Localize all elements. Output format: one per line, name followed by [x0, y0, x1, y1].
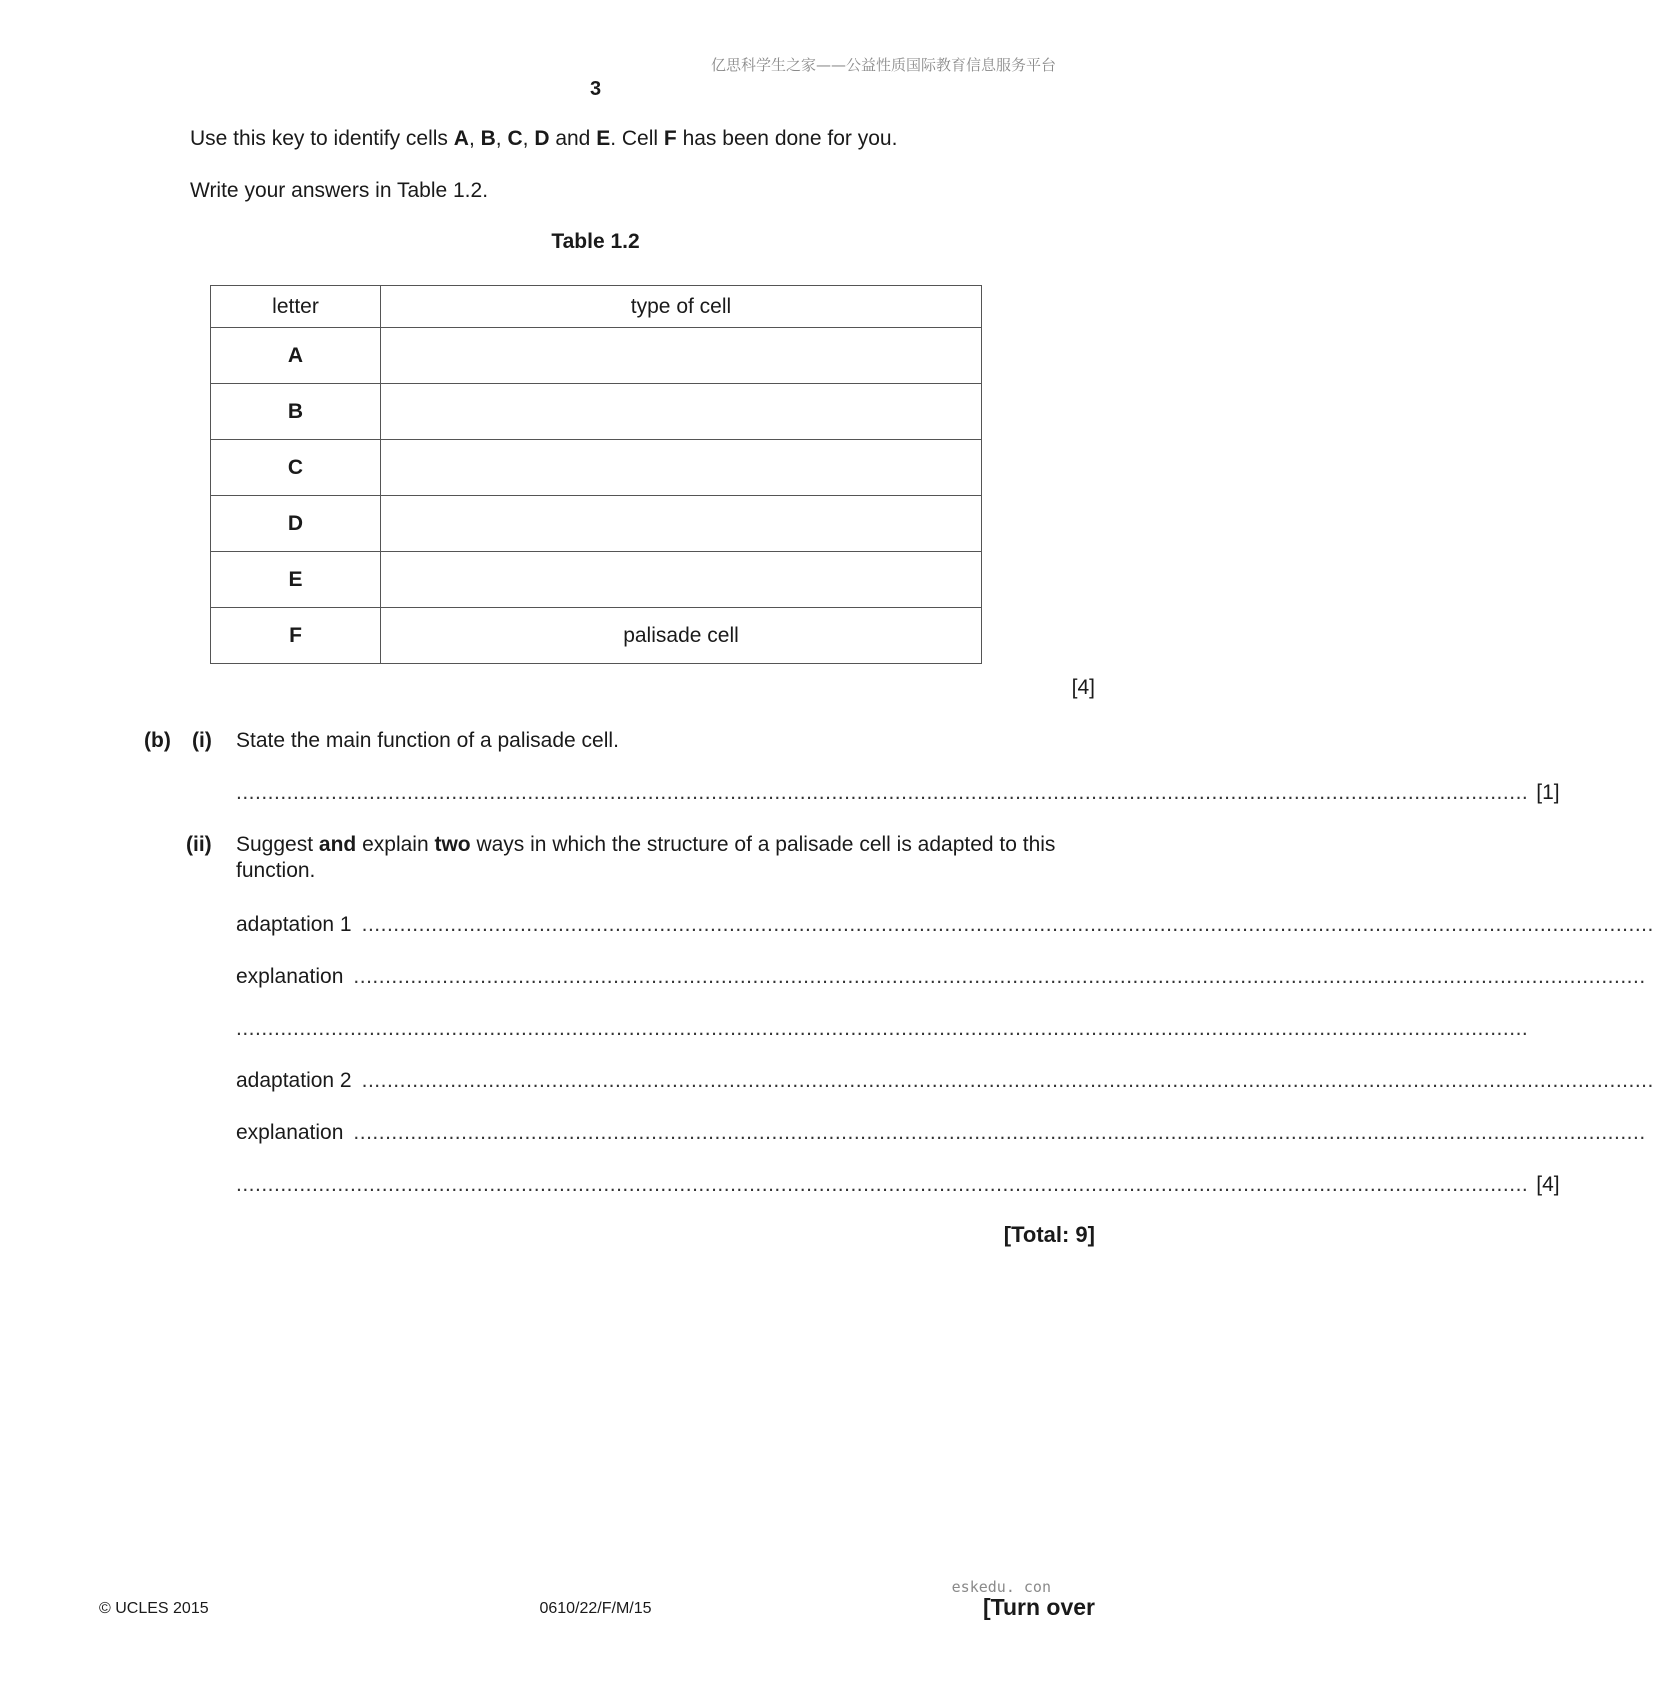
- answer-cell[interactable]: [381, 440, 982, 496]
- part-i-label: (i): [192, 729, 212, 752]
- write-instruction: Write your answers in Table 1.2.: [190, 179, 489, 202]
- answer-line-adaptation-2[interactable]: [236, 1068, 1654, 1094]
- explanation-1-label: explanation: [236, 965, 344, 988]
- table-row: [211, 328, 982, 384]
- row-letter: B: [211, 384, 381, 440]
- part-ii-label: (ii): [186, 833, 212, 856]
- column-header-letter: letter: [211, 286, 381, 328]
- question-b-ii: Suggest and explain two ways in which the structure of a palisade cell is adapted to this function.: [236, 833, 1056, 882]
- dotted-line: ............................................................................................................................................................................................................: [353, 965, 1646, 988]
- total-marks: [Total: 9]: [1003, 1222, 1095, 1247]
- row-letter: C: [211, 440, 381, 496]
- paper-code: 0610/22/F/M/15: [539, 1600, 652, 1617]
- answer-line-b-i[interactable]: [236, 780, 1560, 806]
- page-number: 3: [589, 78, 602, 100]
- answer-line-adaptation-1[interactable]: [236, 912, 1654, 938]
- watermark-text: 亿思科学生之家——公益性质国际教育信息服务平台: [710, 56, 1056, 74]
- turn-over: [Turn over: [982, 1594, 1095, 1620]
- part-b-label: (b): [144, 729, 171, 752]
- dotted-line: ............................................................................................................................................................................................................: [236, 1173, 1529, 1196]
- mark-b-ii: [4]: [1536, 1173, 1560, 1196]
- adaptation-1-label: adaptation 1: [236, 913, 352, 936]
- table-mark: [4]: [1071, 676, 1095, 699]
- row-letter: A: [211, 328, 381, 384]
- answer-line-explanation-1[interactable]: [236, 964, 1646, 990]
- answer-cell[interactable]: [381, 384, 982, 440]
- copyright: © UCLES 2015: [99, 1600, 209, 1617]
- answer-cell: palisade cell: [381, 608, 982, 664]
- dotted-line: ............................................................................................................................................................................................................: [361, 1069, 1654, 1092]
- table-row: [211, 440, 982, 496]
- table-caption: Table 1.2: [551, 230, 640, 253]
- dotted-line: ............................................................................................................................................................................................................: [236, 1017, 1529, 1040]
- table-row: [211, 384, 982, 440]
- dotted-line: ............................................................................................................................................................................................................: [236, 781, 1529, 804]
- instruction-text: Use this key to identify cells A, B, C, D and E. Cell F has been done for you.: [190, 127, 898, 150]
- site-watermark: eskedu. con: [951, 1578, 1051, 1596]
- dotted-line: ............................................................................................................................................................................................................: [353, 1121, 1646, 1144]
- answer-cell[interactable]: [381, 328, 982, 384]
- row-letter: F: [211, 608, 381, 664]
- explanation-2-label: explanation: [236, 1121, 344, 1144]
- answer-table: [210, 285, 982, 664]
- answer-line-explanation-2[interactable]: [236, 1120, 1646, 1146]
- answer-line-explanation-1-cont[interactable]: [236, 1016, 1529, 1042]
- row-letter: D: [211, 496, 381, 552]
- row-letter: E: [211, 552, 381, 608]
- adaptation-2-label: adaptation 2: [236, 1069, 352, 1092]
- question-b-i: State the main function of a palisade cell.: [236, 729, 619, 752]
- column-header-type: type of cell: [381, 286, 982, 328]
- table-row: [211, 496, 982, 552]
- answer-cell[interactable]: [381, 496, 982, 552]
- table-row: [211, 608, 982, 664]
- answer-line-explanation-2-cont[interactable]: [236, 1172, 1560, 1198]
- dotted-line: ............................................................................................................................................................................................................: [361, 913, 1654, 936]
- table-row: [211, 552, 982, 608]
- mark-b-i: [1]: [1536, 781, 1560, 804]
- answer-cell[interactable]: [381, 552, 982, 608]
- table-header-row: [211, 286, 982, 328]
